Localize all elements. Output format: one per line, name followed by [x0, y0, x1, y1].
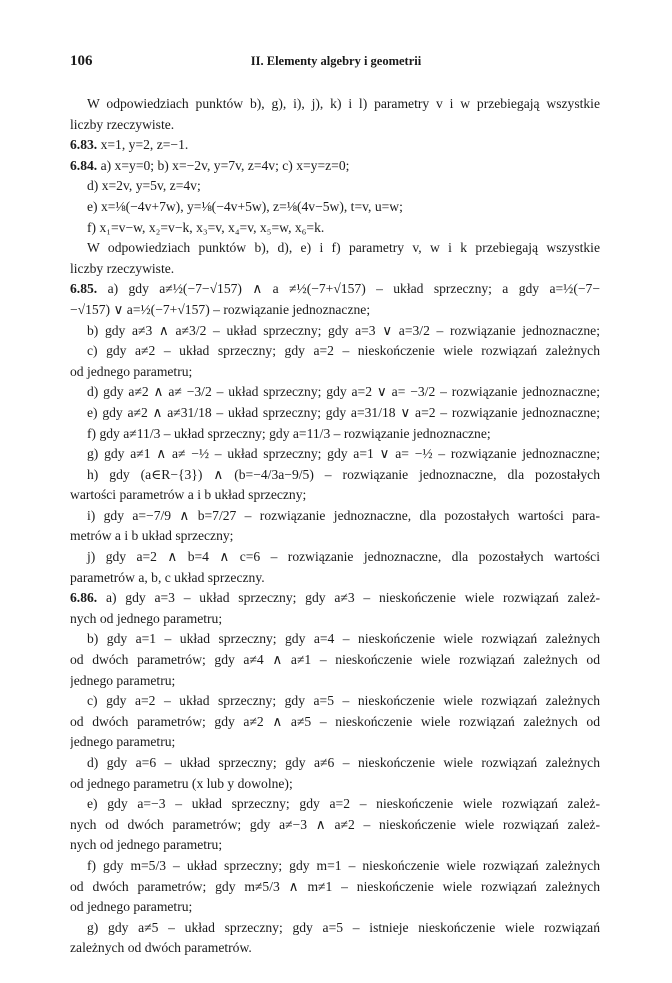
- text-line: [70, 485, 600, 506]
- line-text: od jednego parametru;: [70, 899, 193, 915]
- text-line: [70, 650, 600, 671]
- text-line: [70, 135, 600, 156]
- text-line: [70, 856, 600, 877]
- text-line: [70, 465, 600, 486]
- text-line: [70, 753, 600, 774]
- line-text: nych od jednego parametru;: [70, 610, 223, 626]
- text-line: [70, 403, 600, 424]
- text-line: [70, 629, 600, 650]
- line-text: f) gdy a≠11/3 – układ sprzeczny; gdy a=11/3 – rozwiązanie jednoznaczne;: [87, 425, 491, 441]
- line-text: jednego parametru;: [70, 672, 176, 688]
- text-line: [70, 218, 600, 239]
- line-text: c) gdy a≠2 – układ sprzeczny; gdy a=2 – nieskończenie wiele rozwiązań zależnych: [87, 343, 600, 359]
- line-text: parametrów a, b, c układ sprzeczny.: [70, 569, 265, 585]
- exercise-number: 6.86.: [70, 590, 98, 606]
- line-text: d) gdy a=6 – układ sprzeczny; gdy a≠6 – nieskończenie wiele rozwiązań zależnych: [87, 755, 600, 770]
- line-text: h) gdy (a∈R−{3}) ∧ (b=−4/3a−9/5) – rozwiązanie jednoznaczne, dla pozostałych: [87, 466, 600, 482]
- line-text: od jednego parametru;: [70, 363, 193, 379]
- line-text: b) gdy a≠3 ∧ a≠3/2 – układ sprzeczny; gdy a=3 ∨ a=3/2 – rozwiązanie jednoznaczne;: [87, 322, 600, 338]
- line-text: d) x=2v, y=5v, z=4v;: [87, 178, 201, 194]
- line-text: jednego parametru;: [70, 734, 176, 750]
- text-line: [70, 691, 600, 712]
- line-text: d) gdy a≠2 ∧ a≠ −3/2 – układ sprzeczny; gdy a=2 ∨ a= −3/2 – rozwiązanie jednoznaczne;: [87, 384, 600, 400]
- text-line: [70, 671, 600, 692]
- line-text: metrów a i b układ sprzeczny;: [70, 528, 234, 544]
- running-title: II. Elementy algebry i geometrii: [250, 54, 422, 68]
- text-line: [70, 341, 600, 362]
- line-text: W odpowiedziach punktów b), g), i), j), k) i l) parametry v i w przebiegają wszystkie: [87, 96, 600, 111]
- text-line: [70, 259, 600, 280]
- line-text: j) gdy a=2 ∧ b=4 ∧ c=6 – rozwiązanie jednoznaczne, dla pozostałych wartości: [87, 549, 600, 565]
- text-line: [70, 94, 600, 115]
- text-line: [70, 176, 600, 197]
- text-line: [70, 897, 600, 918]
- line-text: g) gdy a≠5 – układ sprzeczny; gdy a=5 – istnieje nieskończenie wiele rozwiązań: [87, 919, 600, 935]
- line-text: a) gdy a=3 – układ sprzeczny; gdy a≠3 – nieskończenie wiele rozwiązań zależ-: [105, 590, 600, 606]
- text-line: [70, 609, 600, 630]
- text-line: [70, 774, 600, 795]
- text-line: [70, 279, 600, 300]
- line-text: e) x=⅛(−4v+7w), y=⅛(−4v+5w), z=⅛(4v−5w), t=v, u=w;: [87, 198, 403, 214]
- line-text: nych od dwóch parametrów; gdy a≠−3 ∧ a≠2 – nieskończenie wiele rozwiązań zależ-: [70, 816, 600, 832]
- text-line: [70, 156, 600, 177]
- text-line: [70, 568, 600, 589]
- text-line: [70, 877, 600, 898]
- text-line: [70, 506, 600, 527]
- line-text: liczby rzeczywiste.: [70, 116, 175, 132]
- text-line: [70, 588, 600, 609]
- text-line: [70, 115, 600, 136]
- line-text: od dwóch parametrów; gdy m≠5/3 ∧ m≠1 – nieskończenie wiele rozwiązań zależnych: [70, 878, 600, 894]
- line-text: zależnych od dwóch parametrów.: [70, 940, 252, 956]
- line-text: e) gdy a≠2 ∧ a≠31/18 – układ sprzeczny; gdy a=31/18 ∨ a=2 – rozwiązanie jednoznaczne;: [87, 404, 600, 420]
- text-line: [70, 424, 600, 445]
- exercise-number: 6.84.: [70, 157, 98, 173]
- text-line: [70, 732, 600, 753]
- line-text: c) gdy a=2 – układ sprzeczny; gdy a=5 – nieskończenie wiele rozwiązań zależnych: [87, 693, 600, 709]
- exercise-number: 6.83.: [70, 137, 98, 153]
- text-line: [70, 382, 600, 403]
- line-text: b) gdy a=1 – układ sprzeczny; gdy a=4 – nieskończenie wiele rozwiązań zależnych: [87, 631, 600, 647]
- text-line: [70, 547, 600, 568]
- text-line: [70, 321, 600, 342]
- line-text: od dwóch parametrów; gdy a≠4 ∧ a≠1 – nieskończenie wiele rozwiązań zależnych od: [70, 652, 600, 668]
- line-text: −√157) ∨ a=½(−7+√157) – rozwiązanie jednoznaczne;: [70, 301, 371, 317]
- text-line: [70, 794, 600, 815]
- text-line: [70, 938, 600, 959]
- text-line: [70, 712, 600, 733]
- text-line: [70, 362, 600, 383]
- text-line: [70, 918, 600, 939]
- exercise-number: 6.85.: [70, 281, 98, 297]
- line-text: a) x=y=0; b) x=−2v, y=7v, z=4v; c) x=y=z=0;: [100, 157, 350, 173]
- line-text: f) x₁=v−w, x₂=v−k, x₃=v, x₄=v, x₅=w, x₆=k.: [87, 219, 325, 235]
- line-text: f) gdy m=5/3 – układ sprzeczny; gdy m=1 – nieskończenie wiele rozwiązań zależnych: [87, 857, 600, 873]
- line-text: x=1, y=2, z=−1.: [100, 137, 189, 153]
- page-number: 106: [70, 53, 93, 69]
- text-line: [70, 815, 600, 836]
- line-text: od jednego parametru (x lub y dowolne);: [70, 775, 293, 791]
- text-line: [70, 526, 600, 547]
- line-text: i) gdy a=−7/9 ∧ b=7/27 – rozwiązanie jednoznaczne, dla pozostałych wartości para-: [87, 507, 600, 523]
- line-text: g) gdy a≠1 ∧ a≠ −½ – układ sprzeczny; gdy a=1 ∨ a= −½ – rozwiązanie jednoznaczne;: [87, 446, 600, 462]
- text-line: [70, 238, 600, 259]
- text-line: [70, 300, 600, 321]
- line-text: e) gdy a=−3 – układ sprzeczny; gdy a=2 – nieskończenie wiele rozwiązań zależ-: [87, 796, 600, 812]
- line-text: nych od jednego parametru;: [70, 837, 223, 853]
- line-text: a) gdy a≠½(−7−√157) ∧ a ≠½(−7+√157) – układ sprzeczny; a gdy a=½(−7−: [107, 281, 600, 297]
- line-text: wartości parametrów a i b układ sprzeczny;: [70, 487, 307, 503]
- text-line: [70, 444, 600, 465]
- answers-text: [70, 94, 600, 959]
- line-text: liczby rzeczywiste.: [70, 260, 175, 276]
- text-line: [70, 835, 600, 856]
- running-header: [70, 53, 602, 73]
- line-text: od dwóch parametrów; gdy a≠2 ∧ a≠5 – nieskończenie wiele rozwiązań zależnych od: [70, 713, 600, 729]
- line-text: W odpowiedziach punktów b), d), e) i f) parametry v, w i k przebiegają wszystkie: [87, 240, 600, 256]
- text-line: [70, 197, 600, 218]
